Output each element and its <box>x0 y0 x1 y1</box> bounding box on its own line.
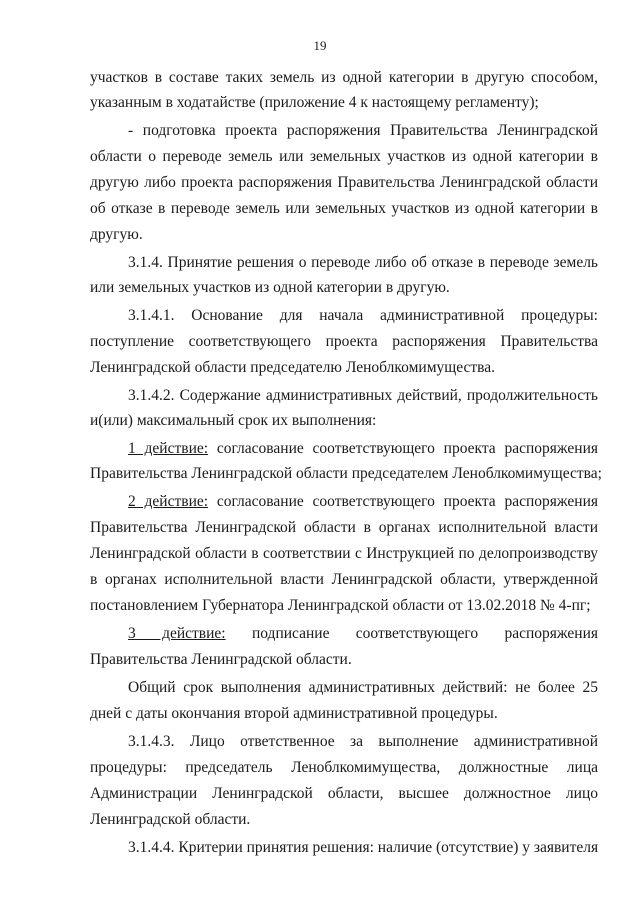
text-line: участков в составе таких земель из одной категории в другую способом, <box>90 69 598 86</box>
text-line: или земельных участков из одной категории в другую. <box>90 279 450 296</box>
text-line: 3.1.4.2. Содержание административных действий, продолжительность <box>128 387 598 404</box>
text-line: процедуры: председатель Леноблкомимущества, должностные лица <box>90 759 598 776</box>
text-line: 3.1.4.4. Критерии принятия решения: наличие (отсутствие) у заявителя <box>128 839 599 856</box>
text-line: Правительства Ленинградской области в органах исполнительной власти <box>90 519 598 536</box>
text-line: 2 действие: согласование соответствующего проекта распоряжения <box>128 493 599 510</box>
text-line: и(или) максимальный срок их выполнения: <box>90 412 377 429</box>
text-line: 3.1.4. Принятие решения о переводе либо об отказе в переводе земель <box>128 254 598 271</box>
text-line: указанным в ходатайстве (приложение 4 к настоящему регламенту); <box>90 94 539 111</box>
text-line: дней с даты окончания второй административной процедуры. <box>90 705 498 722</box>
text-line: Ленинградской области в соответствии с Инструкцией по делопроизводству <box>90 545 598 562</box>
text-line: 3.1.4.3. Лицо ответственное за выполнение административной <box>128 733 598 750</box>
action-label: 1 действие: <box>128 440 209 457</box>
action-label: 3 действие: <box>128 625 226 642</box>
text-line: 1 действие: согласование соответствующего проекта распоряжения <box>128 440 599 457</box>
text-line: другую либо проекта распоряжения Правительства Ленинградской области <box>90 174 598 191</box>
page-number: 19 <box>313 38 327 53</box>
text-line: Ленинградской области председателю Леноблкомимущества. <box>90 359 495 376</box>
text-line: другую. <box>90 226 143 243</box>
action-label: 2 действие: <box>128 493 209 510</box>
text-line: об отказе в переводе земель или земельных участков из одной категории в <box>90 200 598 217</box>
text-line: Ленинградской области. <box>90 811 251 828</box>
text-line: постановлением Губернатора Ленинградской области от 13.02.2018 № 4-пг; <box>90 597 591 614</box>
text-line: поступление соответствующего проекта распоряжения Правительства <box>90 333 598 350</box>
text-line: области о переводе земель или земельных участков из одной категории в <box>90 148 598 165</box>
text-line: 3.1.4.1. Основание для начала административной процедуры: <box>128 307 598 324</box>
text-line: Администрации Ленинградской области, высшее должностное лицо <box>90 785 598 802</box>
text-line: - подготовка проекта распоряжения Правительства Ленинградской <box>128 122 598 139</box>
text-line: Правительства Ленинградской области председателем Леноблкомимущества; <box>90 465 602 482</box>
text-line: в органах исполнительной власти Ленинградской области, утвержденной <box>90 571 598 588</box>
text-line: Общий срок выполнения административных действий: не более 25 <box>128 679 598 696</box>
text-line: Правительства Ленинградской области. <box>90 651 352 668</box>
text-line: 3 действие: подписание соответствующего распоряжения <box>128 625 598 642</box>
